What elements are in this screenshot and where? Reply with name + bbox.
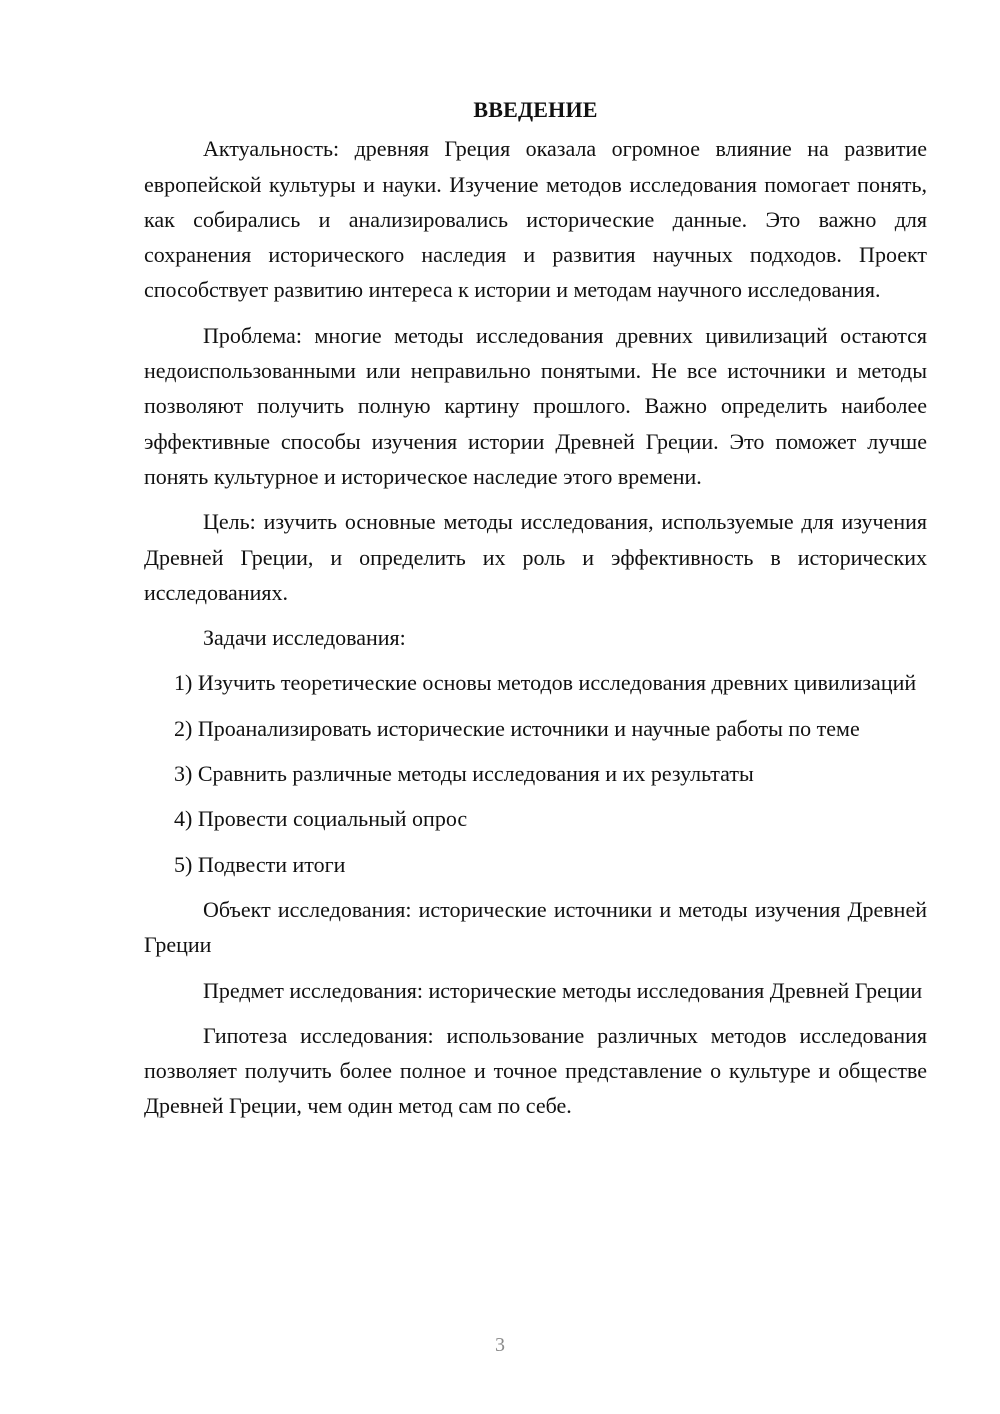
paragraph-subject: Предмет исследования: исторические методы исследования Древней Греции bbox=[203, 977, 923, 1003]
task-item-1: 1) Изучить теоретические основы методов исследования древних цивилизаций bbox=[174, 670, 917, 696]
paragraph-hypothesis: Гипотеза исследования: использование различных методов исследования позволяет получить более полное и точное представление о культуре и обществе Древней Греции, чем один метод сам по себе. bbox=[144, 1022, 927, 1119]
paragraph-goal: Цель: изучить основные методы исследования, используемые для изучения Древней Греции, и определить их роль и эффективность в исторических исследованиях. bbox=[144, 509, 927, 605]
task-item-4: 4) Провести социальный опрос bbox=[174, 806, 468, 832]
task-item-5: 5) Подвести итоги bbox=[174, 851, 346, 877]
section-title: ВВЕДЕНИЕ bbox=[473, 97, 598, 122]
task-item-2: 2) Проанализировать исторические источники и научные работы по теме bbox=[174, 715, 860, 741]
paragraph-problem: Проблема: многие методы исследования древних цивилизаций остаются недоиспользованными или неправильно понятыми. Не все источники и методы позволяют получить полную картину прошлого. Важно определить наиболее эффективные способы изучения истории Древней Греции. Это поможет лучше понять культурное и историческое наследие этого времени. bbox=[144, 322, 927, 489]
paragraph-relevance: Актуальность: древняя Греция оказала огромное влияние на развитие европейской культуры и науки. Изучение методов исследования помогает понять, как собирались и анализировались исторические данные. Это важно для сохранения исторического наследия и развития научных подходов. Проект способствует развитию интереса к истории и методам научного исследования. bbox=[144, 136, 927, 303]
page-number: 3 bbox=[495, 1334, 505, 1356]
task-item-3: 3) Сравнить различные методы исследования и их результаты bbox=[174, 761, 754, 787]
document-page bbox=[144, 92, 927, 1134]
paragraph-tasks-heading: Задачи исследования: bbox=[203, 625, 406, 651]
paragraph-object: Объект исследования: исторические источники и методы изучения Древней Греции bbox=[144, 896, 927, 958]
